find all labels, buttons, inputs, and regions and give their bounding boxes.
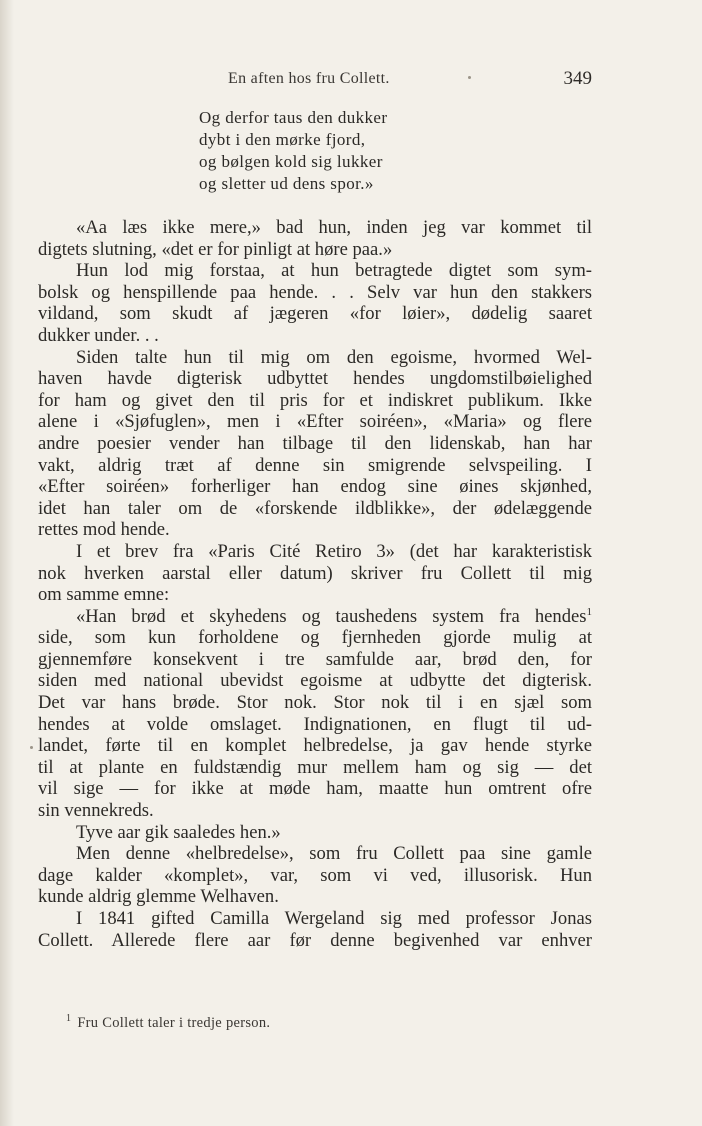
- text-line: vildand, som skudt af jægeren «for løier», dødelig saaret: [38, 303, 592, 325]
- poem-stanza: [199, 107, 387, 195]
- page-number: 349: [563, 68, 592, 89]
- running-title: En aften hos fru Collett.: [228, 70, 390, 87]
- text-line: haven havde digterisk udbyttet hendes ungdomstilbøielighed: [38, 368, 592, 390]
- poem-line: Og derfor taus den dukker: [199, 108, 388, 127]
- text-line: hendes at volde omslaget. Indignationen, en flugt til ud-: [38, 713, 592, 735]
- footnote-mark: 1: [66, 1013, 72, 1024]
- page-header: [228, 70, 592, 96]
- poem-line: dybt i den mørke fjord,: [199, 130, 366, 149]
- text-line: digtets slutning, «det er for pinligt at høre paa.»: [38, 238, 393, 260]
- text-line: landet, førte til en komplet helbredelse, ja gav hende styrke: [38, 735, 592, 757]
- text-line: til at plante en fuldstændig mur mellem ham og sig — det: [38, 756, 592, 778]
- text-line: «Aa læs ikke mere,» bad hun, inden jeg var kommet til: [76, 217, 592, 238]
- text-line: Men denne «helbredelse», som fru Collett paa sine gamle: [76, 843, 592, 865]
- text-line: vakt, aldrig træt af denne sin smigrende selvspeiling. I: [38, 454, 592, 476]
- text-line: I 1841 gifted Camilla Wergeland sig med professor Jonas: [76, 908, 592, 929]
- footnote-text: Fru Collett taler i tredje person.: [77, 1014, 271, 1031]
- footnote: [66, 1013, 270, 1032]
- text-line: Collett. Allerede flere aar før denne begivenhed var enhver: [38, 929, 592, 951]
- text-line: I et brev fra «Paris Cité Retiro 3» (det har karakteristisk: [76, 540, 592, 562]
- text-line: dukker under. . .: [38, 324, 159, 346]
- text-line: om samme emne:: [38, 584, 170, 606]
- text-line: kunde aldrig glemme Welhaven.: [38, 886, 279, 908]
- text-line: idet han taler om de «forskende ildblikke», der ødelæggende: [38, 497, 592, 519]
- paper-speck: [468, 76, 471, 79]
- text-line: nok hverken aarstal eller datum) skriver fru Collett til mig: [38, 562, 592, 584]
- text-line: Siden talte hun til mig om den egoisme, hvormed Wel-: [76, 346, 592, 368]
- text-line: side, som kun forholdene og fjernheden gjorde mulig at: [38, 627, 592, 649]
- body-text: [38, 217, 592, 951]
- paper-speck: [30, 746, 33, 749]
- text-line: for ham og givet den til pris for et indiskret publikum. Ikke: [38, 389, 592, 411]
- text-line: «Efter soiréen» forherliger han endog sine øines skjønhed,: [38, 476, 592, 498]
- text-line: dage kalder «komplet», var, som vi ved, illusorisk. Hun: [38, 864, 592, 886]
- text-line: bolsk og henspillende paa hende. . . Selv var hun den stakkers: [38, 281, 592, 303]
- text-line: vil sige — for ikke at møde ham, maatte hun omtrent ofre: [38, 778, 592, 800]
- footnote-reference: 1: [586, 605, 592, 618]
- text-line: rettes mod hende.: [38, 519, 170, 541]
- text-line: gjennemføre konsekvent i tre samfulde aar, brød den, for: [38, 648, 592, 670]
- text-line: siden med national ubevidst egoisme at udbytte det digterisk.: [38, 670, 592, 692]
- text-line: Det var hans brøde. Stor nok. Stor nok til i en sjæl som: [38, 692, 592, 714]
- text-line: Tyve aar gik saaledes hen.»: [76, 821, 281, 843]
- page-gutter-shadow: [0, 0, 14, 1126]
- poem-line: og bølgen kold sig lukker: [199, 152, 383, 171]
- text-line: andre poesier vender han tilbage til den lidenskab, han har: [38, 432, 592, 454]
- text-line: alene i «Sjøfuglen», men i «Efter soiréen», «Maria» og flere: [38, 411, 592, 433]
- text-line: sin vennekreds.: [38, 800, 154, 822]
- text-line: «Han brød et skyhedens og taushedens system fra hendes: [76, 605, 587, 627]
- poem-line: og sletter ud dens spor.»: [199, 174, 374, 193]
- text-line-with-note: [38, 606, 592, 628]
- text-line: Hun lod mig forstaa, at hun betragtede digtet som sym-: [76, 260, 592, 282]
